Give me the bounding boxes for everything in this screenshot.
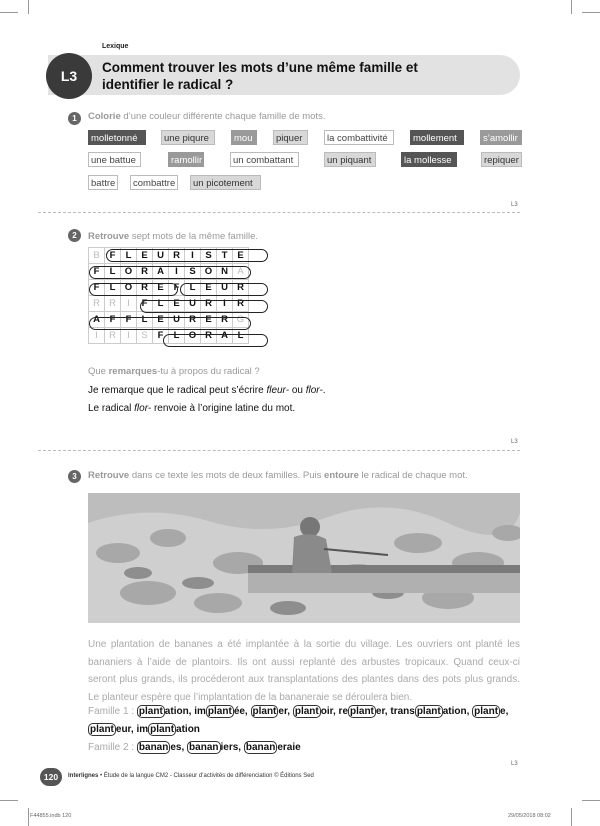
grid-cell: E bbox=[233, 248, 249, 264]
radical-circle: banan bbox=[138, 742, 169, 753]
grid-cell: R bbox=[233, 296, 249, 312]
section-divider bbox=[38, 212, 520, 213]
family-2-line: Famille 2 : banan es, banan iers, banan eraie bbox=[88, 742, 301, 753]
grid-cell: R bbox=[105, 328, 121, 344]
grid-cell: R bbox=[201, 296, 217, 312]
exercise-number: 1 bbox=[68, 112, 81, 125]
grid-cell: G bbox=[233, 312, 249, 328]
grid-cell: A bbox=[217, 328, 233, 344]
grid-cell: L bbox=[137, 312, 153, 328]
crop-mark bbox=[0, 800, 18, 801]
found-word-oval bbox=[89, 317, 251, 330]
answer-line: Le radical flor- renvoie à l’origine latine du mot. bbox=[88, 403, 296, 414]
exercise-number: 2 bbox=[68, 229, 81, 242]
crop-mark bbox=[0, 12, 18, 13]
word-chip[interactable]: molletonné bbox=[88, 130, 146, 145]
word-chip[interactable]: repiquer bbox=[481, 152, 522, 167]
page-number: 120 bbox=[40, 768, 62, 786]
footer-credit: Interlignes • Étude de la langue CM2 - Classeur d’activités de différenciation © Éditions Sed bbox=[68, 773, 314, 779]
found-word-oval bbox=[163, 334, 268, 347]
crop-mark bbox=[582, 12, 600, 13]
grid-cell: R bbox=[201, 328, 217, 344]
radical-circle: plant bbox=[252, 706, 277, 717]
grid-cell: O bbox=[121, 280, 137, 296]
family-1-line2: plant eur, im plant ation bbox=[90, 724, 200, 735]
found-word-oval bbox=[89, 266, 251, 279]
grid-cell: U bbox=[185, 296, 201, 312]
grid-cell: U bbox=[217, 280, 233, 296]
word-chip[interactable]: mollement bbox=[410, 130, 464, 145]
grid-cell: E bbox=[137, 248, 153, 264]
grid-cell: E bbox=[201, 312, 217, 328]
grid-cell: S bbox=[137, 328, 153, 344]
lesson-badge: L3 bbox=[46, 53, 92, 99]
radical-circle: plant bbox=[416, 706, 441, 717]
exercise-number: 3 bbox=[68, 470, 81, 483]
grid-cell: F bbox=[137, 296, 153, 312]
grid-cell: E bbox=[153, 280, 169, 296]
grid-cell: R bbox=[217, 312, 233, 328]
grid-cell: S bbox=[201, 248, 217, 264]
grid-cell: F bbox=[105, 312, 121, 328]
found-word-oval bbox=[89, 283, 178, 296]
word-chip[interactable]: mou bbox=[231, 130, 257, 145]
section-divider bbox=[38, 450, 520, 451]
grid-cell: I bbox=[185, 248, 201, 264]
radical-circle: banan bbox=[189, 742, 219, 753]
crop-mark bbox=[571, 808, 572, 826]
word-chip[interactable]: une piqure bbox=[161, 130, 215, 145]
grid-cell: U bbox=[153, 248, 169, 264]
grid-cell: F bbox=[89, 280, 105, 296]
grid-cell: R bbox=[89, 296, 105, 312]
found-word-oval bbox=[106, 249, 268, 262]
grid-cell: L bbox=[105, 280, 121, 296]
grid-cell: O bbox=[185, 328, 201, 344]
grid-cell: I bbox=[121, 296, 137, 312]
radical-circle: plant bbox=[474, 706, 499, 717]
section-label: Lexique bbox=[102, 43, 129, 50]
print-slug-left: F44855.indb 120 bbox=[30, 813, 72, 819]
page-title: Comment trouver les mots d’une même famille et identifier le radical ? bbox=[102, 60, 418, 92]
grid-cell: E bbox=[201, 280, 217, 296]
word-chip[interactable]: ramollir bbox=[168, 152, 204, 167]
grid-cell: R bbox=[169, 248, 185, 264]
grid-cell: R bbox=[233, 280, 249, 296]
grid-cell: L bbox=[153, 296, 169, 312]
grid-cell: L bbox=[233, 328, 249, 344]
exercise-instruction: Retrouve dans ce texte les mots de deux familles. Puis entoure le radical de chaque mot. bbox=[88, 470, 468, 481]
grid-cell: U bbox=[169, 312, 185, 328]
grid-cell: O bbox=[201, 264, 217, 280]
grid-cell: R bbox=[105, 296, 121, 312]
radical-circle: plant bbox=[207, 706, 232, 717]
grid-cell: B bbox=[89, 248, 105, 264]
grid-cell: L bbox=[185, 280, 201, 296]
section-tag: L3 bbox=[511, 439, 518, 445]
grid-cell: O bbox=[121, 264, 137, 280]
word-chip[interactable]: la combattivité bbox=[324, 130, 394, 145]
grid-cell: F bbox=[105, 248, 121, 264]
grid-cell: F bbox=[153, 328, 169, 344]
print-slug-right: 29/05/2018 08:02 bbox=[508, 813, 551, 819]
grid-cell: I bbox=[217, 296, 233, 312]
exercise-instruction: Colorie d’une couleur différente chaque famille de mots. bbox=[88, 111, 326, 122]
section-tag: L3 bbox=[511, 202, 518, 208]
grid-cell: S bbox=[185, 264, 201, 280]
word-chip[interactable]: piquer bbox=[273, 130, 308, 145]
radical-circle: plant bbox=[150, 724, 175, 735]
grid-cell: T bbox=[217, 248, 233, 264]
word-chip[interactable]: un piquant bbox=[324, 152, 376, 167]
grid-cell: F bbox=[169, 280, 185, 296]
grid-cell: A bbox=[89, 312, 105, 328]
grid-cell: E bbox=[153, 312, 169, 328]
radical-circle: plant bbox=[90, 724, 114, 735]
grid-cell: R bbox=[137, 264, 153, 280]
grid-cell: F bbox=[121, 312, 137, 328]
plantation-photo bbox=[88, 493, 520, 623]
grid-cell: E bbox=[169, 296, 185, 312]
word-chip[interactable]: une battue bbox=[88, 152, 141, 167]
radical-circle: plant bbox=[138, 706, 163, 717]
crop-mark bbox=[28, 808, 29, 826]
found-word-oval bbox=[180, 283, 268, 296]
crop-mark bbox=[571, 0, 572, 14]
crop-mark bbox=[28, 0, 29, 14]
word-chip[interactable]: combattre bbox=[130, 175, 178, 190]
section-tag: L3 bbox=[511, 761, 518, 767]
word-chip[interactable]: la mollesse bbox=[401, 152, 457, 167]
grid-cell: L bbox=[121, 248, 137, 264]
radical-circle: plant bbox=[294, 706, 319, 717]
grid-cell: A bbox=[233, 264, 249, 280]
crop-mark bbox=[582, 800, 600, 801]
grid-cell: L bbox=[169, 328, 185, 344]
grid-cell: L bbox=[105, 264, 121, 280]
grid-cell: A bbox=[153, 264, 169, 280]
grid-cell: R bbox=[185, 312, 201, 328]
grid-cell: R bbox=[137, 280, 153, 296]
family-1-line1: Famille 1 : plant ation, im plant ée, plant er, plant oir, re plant er, trans plant ation, plant e, bbox=[88, 706, 509, 717]
grid-cell: I bbox=[89, 328, 105, 344]
exercise-instruction: Retrouve sept mots de la même famille. bbox=[88, 231, 259, 242]
radical-circle: plant bbox=[350, 706, 374, 717]
grid-cell: N bbox=[217, 264, 233, 280]
radical-circle: banan bbox=[245, 742, 276, 753]
plantation-illustration bbox=[88, 493, 520, 623]
question: Que remarques-tu à propos du radical ? bbox=[88, 366, 260, 377]
word-chip[interactable]: s’amollir bbox=[480, 130, 522, 145]
found-word-oval bbox=[140, 300, 268, 313]
grid-cell: F bbox=[89, 264, 105, 280]
word-chip[interactable]: battre bbox=[88, 175, 118, 190]
word-chip[interactable]: un combattant bbox=[230, 152, 299, 167]
exercise-text: Une plantation de bananes a été implantée à la sortie du village. Les ouvriers ont planté les bananiers à l’aide de plantoirs. Ils ont aussi replanté des arbustes tropicaux. Quand ceux-ci seront plus grands, ils procéderont aux transplantations des plantes dans des pots plus grands. Le planteur espère que l’implantation de la bananeraie se déroulera bien. bbox=[88, 639, 520, 703]
word-chip[interactable]: un picotement bbox=[190, 175, 261, 190]
answer-line: Je remarque que le radical peut s’écrire fleur- ou flor-. bbox=[88, 385, 326, 396]
grid-cell: I bbox=[169, 264, 185, 280]
grid-cell: I bbox=[121, 328, 137, 344]
